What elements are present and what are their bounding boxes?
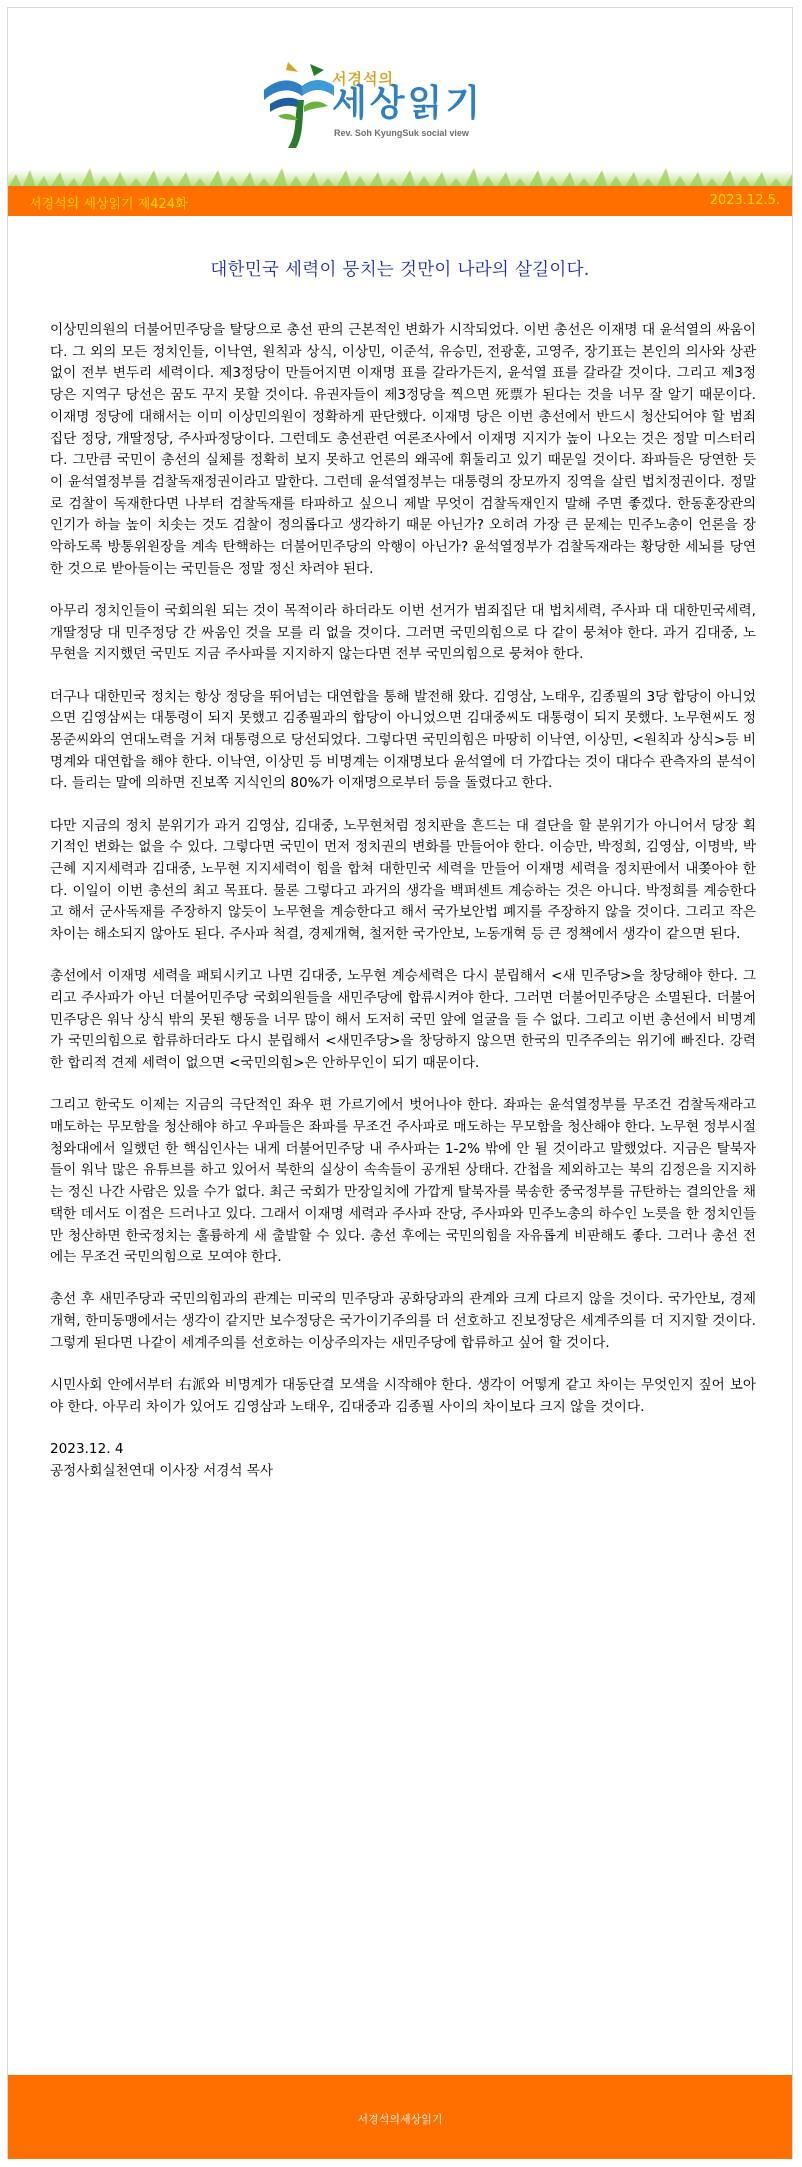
paragraph: 시민사회 안에서부터 右派와 비명계가 대동단결 모색을 시작해야 한다. 생각이 어떻게 같고 차이는 무엇인지 짚어 보아야 한다. 아무리 차이가 있어도 김영삼과 노태우, 김대중과 김종필 사이의 차이보다 크지 않을 것이다. xyxy=(50,1377,756,1415)
signature-author: 공정사회실천연대 이사장 서경석 목사 xyxy=(50,1462,274,1479)
issue-label: 서경석의 세상읽기 제424화 xyxy=(29,197,188,212)
article-title: 대한민국 세력이 뭉치는 것만이 나라의 살길이다. xyxy=(210,260,590,280)
signature-date: 2023.12. 4 xyxy=(50,1440,124,1457)
paragraph: 총선 후 새민주당과 국민의힘과의 관계는 미국의 민주당과 공화당과의 관계와 크게 다르지 않을 것이다. 국가안보, 경제개혁, 한미동맹에서는 생각이 같지만 보수정당은 국가이기주의를 더 선호하고 진보정당은 세계주의를 더 지지할 것이다. 그렇게 된다면 나같이 세계주의를 선호하는 이상주의자는 새민주당에 합류하고 싶어 할 것이다. xyxy=(50,1291,756,1351)
paragraph: 더구나 대한민국 정치는 항상 정당을 뛰어넘는 대연합을 통해 발전해 왔다. 김영삼, 노태우, 김종필의 3당 합당이 아니었으면 김영삼씨는 대통령이 되지 못했고 김종필과의 합당이 아니었으면 김대중씨도 대통령이 되지 못했다. 노무현씨도 정몽준씨와의 연대노력을 거쳐 대통령으로 당선되었다. 그렇다면 국민의힘은 마땅히 이낙연, 이상민, <원칙과 상식>등 비명계와 대연합을 해야 한다. 이낙연, 이상민 등 비명계는 이재명보다 윤석열에 더 가깝다는 것이 대다수 관측자의 분석이다. 들리는 말에 의하면 진보쪽 지식인의 80%가 이재명으로부터 등을 돌렸다고 한다. xyxy=(50,688,756,792)
paragraph: 다만 지금의 정치 분위기가 과거 김영삼, 김대중, 노무현처럼 정치판을 흔드는 대 결단을 할 분위기가 아니어서 당장 획기적인 변화는 없을 수 있다. 그렇다면 국민이 먼저 정치권의 변화를 만들어야 한다. 이승만, 박정희, 김영삼, 이명박, 박근혜 지지세력과 김대중, 노무현 지지세력이 힘을 합쳐 대한민국 세력을 만들어 이재명 세력을 정치판에서 내쫒아야 한다. 이일이 이번 총선의 최고 목표다. 물론 그렇다고 과거의 생각을 백퍼센트 계승하는 것은 아니다. 박정희를 계승한다고 해서 군사독재를 주장하지 않듯이 노무현을 계승한다고 해서 국가보안법 폐지를 주장하지 않을 것이다. 그리고 작은 차이는 해소되지 않아도 된다. 주사파 척결, 경제개혁, 철저한 국가안보, 노동개혁 등 큰 정책에서 생각이 같으면 된다. xyxy=(50,817,756,943)
logo xyxy=(258,56,578,151)
logo-main-text: 세상읽기 xyxy=(332,83,484,124)
paragraph: 총선에서 이재명 세력을 패퇴시키고 나면 김대중, 노무현 계승세력은 다시 분립해서 <새 민주당>을 창당해야 한다. 그리고 주사파가 아닌 더불어민주당 국회의원들을 새민주당에 합류시켜야 한다. 그러면 더불어민주당은 소멸된다. 더불어민주당은 워낙 상식 밖의 못된 행동을 너무 많이 해서 도저히 국민 앞에 얼굴을 들 수 없다. 그리고 이번 총선에서 비명계가 국민의힘으로 합류하더라도 다시 분립해서 <새민주당>을 창당하지 않으면 한국의 민주주의는 위기에 빠진다. 강력한 합리적 견제 세력이 없으면 <국민의힘>은 안하무인이 되기 때문이다. xyxy=(50,968,756,1072)
paragraph: 아무리 정치인들이 국회의원 되는 것이 목적이라 하더라도 이번 선거가 범죄집단 대 법치세력, 주사파 대 대한민국세력, 개딸정당 대 민주정당 간 싸움인 것을 모를 리 없을 것이다. 그러면 국민의힘으로 다 같이 뭉쳐야 한다. 과거 김대중, 노무현을 지지했던 국민도 지금 주사파를 지지하지 않는다면 전부 국민의힘으로 뭉쳐야 한다. xyxy=(50,602,756,663)
article-body xyxy=(50,320,756,1482)
paragraph: 그리고 한국도 이제는 지금의 극단적인 좌우 편 가르기에서 벗어나야 한다. 좌파는 윤석열정부를 무조건 검찰독재라고 매도하는 무모함을 청산해야 하고 우파들은 좌파를 무조건 주사파로 매도하는 무모함을 청산해야 한다. 노무현 정부시절 청와대에서 일했던 한 핵심인사는 내게 더불어민주당 내 주사파는 1-2% 밖에 안 될 것이라고 말했었다. 지금은 탈북자들이 워낙 많은 유튜브를 하고 있어서 북한의 실상이 속속들이 공개된 상태다. 간첩을 제외하고는 북의 김정은을 지지하는 정신 나간 사람은 있을 수가 없다. 최근 국회가 만장일치에 가깝게 탈북자를 북송한 중국정부를 규탄하는 결의안을 채택한 데서도 이점은 드러나고 있다. 그래서 이재명 세력과 주사파 잔당, 주사파와 민주노총의 하수인 노릇을 한 정치인들만 청산하면 한국정치는 훌륭하게 새 출발할 수 있다. 총선 후에는 국민의힘을 자유롭게 비판해도 좋다. 그러나 총선 전에는 무조건 국민의힘으로 모여야 한다. xyxy=(50,1097,757,1266)
footer-text: 서경석의세상읽기 xyxy=(357,2113,443,2126)
book-tree-icon xyxy=(258,56,338,151)
issue-bar xyxy=(8,186,792,216)
signature xyxy=(50,1439,756,1482)
header xyxy=(8,8,792,186)
logo-small-text: 서경석의 xyxy=(332,70,394,88)
paragraph: 이상민의원의 더불어민주당을 탈당으로 총선 판의 근본적인 변화가 시작되었다. 이번 총선은 이재명 대 윤석열의 싸움이다. 그 외의 모든 정치인들, 이낙연, 원칙과 상식, 이상민, 이준석, 유승민, 전광훈, 고영주, 장기표는 본인의 의사와 상관없이 전부 변두리 세력이다. 제3정당이 만들어지면 이재명 표를 갈라가든지, 윤석열 표를 갈라갈 것이다. 그리고 제3정당은 지역구 당선은 꿈도 꾸지 못할 것이다. 유권자들이 제3정당을 찍으면 死票가 된다는 것을 너무 잘 알기 때문이다. 이재명 정당에 대해서는 이미 이상민의원이 정확하게 판단했다. 이재명 당은 이번 총선에서 반드시 청산되어야 할 범죄집단 정당, 개딸정당, 주사파정당이다. 그런데도 총선관련 여론조사에서 이재명 지지가 높이 나오는 것은 정말 미스터리다. 그만큼 국민이 총선의 실체를 정확히 보지 못하고 언론의 왜곡에 휘둘리고 있기 때문일 것이다. 좌파들은 당연한 듯이 윤석열정부를 검찰독재정권이라고 말한다. 그런데 윤석열정부는 대통령의 장모까지 징역을 살린 법치정권이다. 정말로 검찰이 독재한다면 나부터 검찰독재를 타파하고 싶으니 제발 무엇이 검찰독재인지 말해 주면 좋겠다. 한동훈장관의 인기가 하늘 높이 치솟는 것도 검찰이 정의롭다고 생각하기 때문 아닌가? 오히려 가장 큰 문제는 민주노총이 언론을 장악하도록 방통위원장을 계속 탄핵하는 더불어민주당의 악행이 아닌가? 윤석열정부가 검찰독재라는 황당한 세뇌를 당연한 것으로 받아들이는 국민들은 정말 정신 차려야 된다. xyxy=(50,322,756,577)
issue-date: 2023.12.5. xyxy=(709,193,780,208)
footer xyxy=(8,2075,792,2159)
logo-subtitle: Rev. Soh KyungSuk social view xyxy=(334,128,469,138)
grass-decoration xyxy=(8,158,792,188)
